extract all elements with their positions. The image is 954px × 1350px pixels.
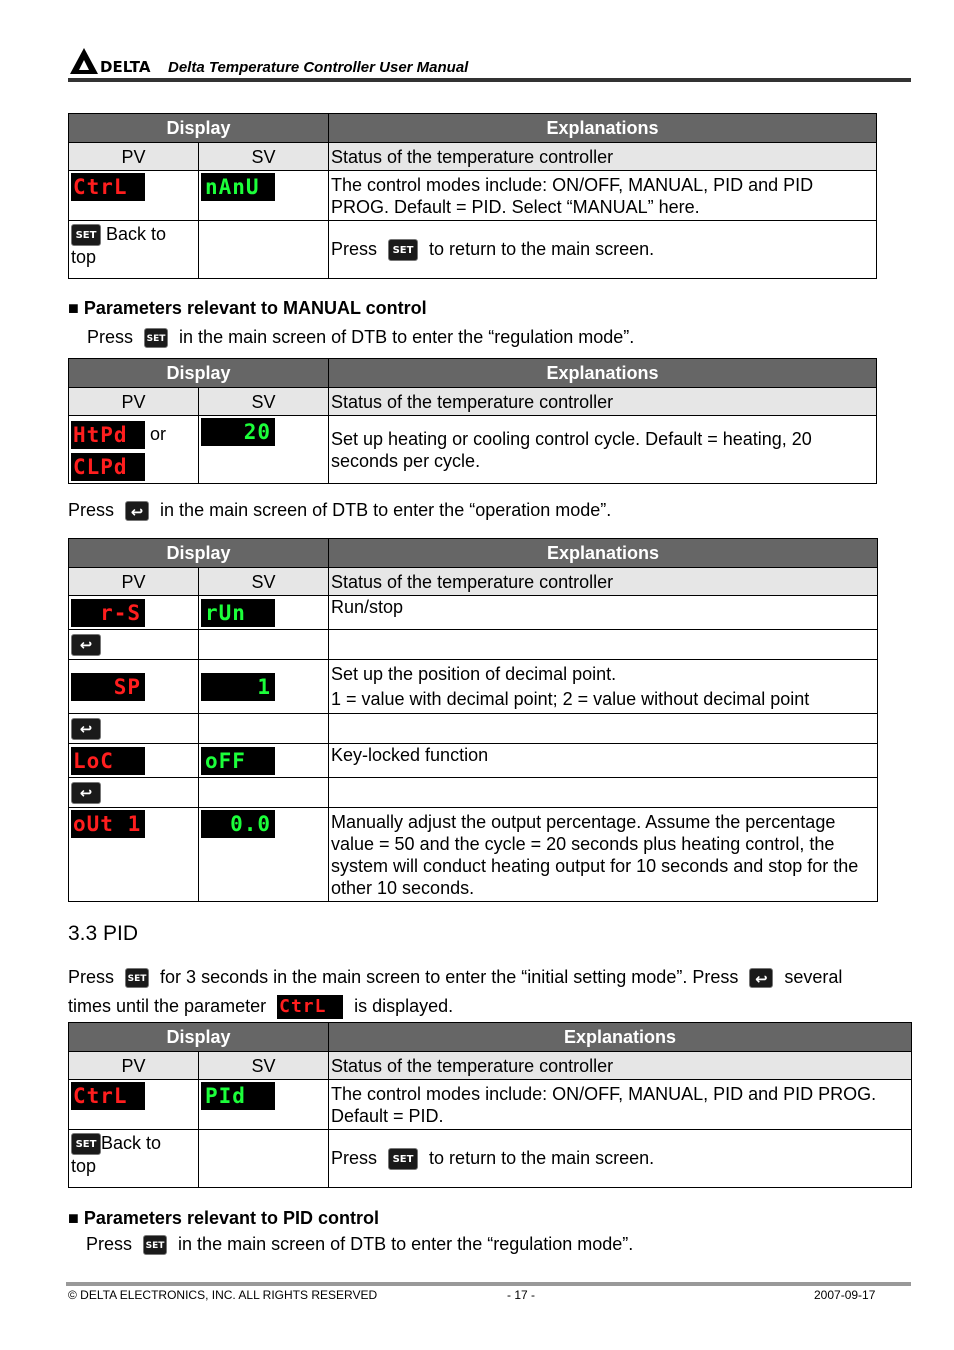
or-label: or <box>150 424 167 444</box>
header-rule <box>68 78 911 82</box>
set-key-icon: SET <box>143 1235 167 1255</box>
status-label: Status of the temperature controller <box>329 568 878 596</box>
set-key-icon: SET <box>388 1148 418 1170</box>
operation-mode-text: Press ↩ in the main screen of DTB to enter the “operation mode”. <box>68 500 612 522</box>
col-explanations: Explanations <box>329 1023 912 1052</box>
return-key-icon: ↩ <box>71 782 101 804</box>
delta-logo <box>68 46 168 76</box>
pv-display: SP <box>71 673 145 701</box>
operation-table <box>68 538 878 902</box>
col-explanations: Explanations <box>329 114 877 143</box>
sv-display: nAnU <box>201 173 275 201</box>
set-key-icon: SET <box>71 1133 101 1155</box>
return-key-icon: ↩ <box>71 634 101 656</box>
col-pv: PV <box>69 388 199 416</box>
page-header <box>68 44 911 84</box>
brand-text: DELTA <box>100 58 151 76</box>
pv-display: HtPd <box>71 421 145 449</box>
press-label: Press <box>331 1147 378 1168</box>
col-sv: SV <box>199 388 329 416</box>
sv-display: 20 <box>201 418 275 446</box>
col-pv: PV <box>69 1052 199 1080</box>
return-key-icon: ↩ <box>71 718 101 740</box>
return-key-icon: ↩ <box>749 968 773 988</box>
sv-display: oFF <box>201 747 275 775</box>
return-key-icon: ↩ <box>125 501 149 521</box>
col-pv: PV <box>69 568 199 596</box>
set-key-icon: SET <box>144 328 168 348</box>
col-sv: SV <box>199 1052 329 1080</box>
footer-copyright: © DELTA ELECTRONICS, INC. ALL RIGHTS RESERVED <box>68 1288 378 1302</box>
pv-display: oUt 1 <box>71 810 145 838</box>
explanation: Run/stop <box>329 596 878 630</box>
col-display: Display <box>69 539 329 568</box>
set-key-icon: SET <box>388 239 418 261</box>
pv-display: r-S <box>71 599 145 627</box>
col-display: Display <box>69 359 329 388</box>
col-display: Display <box>69 114 329 143</box>
explanation: Manually adjust the output percentage. Assume the percentage value = 50 and the cycle = 20 seconds plus heating control, the system will conduct heating output for 10 seconds and stop for the other 10 seconds. <box>329 808 878 902</box>
manual-param-table <box>68 358 877 484</box>
status-label: Status of the temperature controller <box>329 143 877 171</box>
col-explanations: Explanations <box>329 539 878 568</box>
explanation: The control modes include: ON/OFF, MANUAL, PID and PID PROG. Default = PID. Select “MANUAL” here. <box>329 171 877 221</box>
sv-display: 0.0 <box>201 810 275 838</box>
set-key-icon: SET <box>125 968 149 988</box>
manual-intro: Press SET in the main screen of DTB to enter the “regulation mode”. <box>87 327 635 347</box>
explanation: 1 = value with decimal point; 2 = value without decimal point <box>331 688 810 709</box>
explanation: The control modes include: ON/OFF, MANUAL, PID and PID PROG. Default = PID. <box>329 1080 912 1130</box>
pid-heading: 3.3 PID <box>68 922 139 945</box>
col-pv: PV <box>69 143 199 171</box>
col-display: Display <box>69 1023 329 1052</box>
sv-display: rUn <box>201 599 275 627</box>
back-to-label: Back to <box>106 224 167 244</box>
footer-page-number: - 17 - <box>507 1288 536 1302</box>
top-label: top <box>71 247 97 268</box>
pid-intro: Press SET for 3 seconds in the main screen to enter the “initial setting mode”. Press ↩ several times until the parameter CtrL is displayed. <box>68 967 843 1018</box>
explanation: Set up the position of decimal point. <box>331 663 617 684</box>
return-text: to return to the main screen. <box>429 238 655 259</box>
return-text: to return to the main screen. <box>429 1147 655 1168</box>
sv-display: 1 <box>201 673 275 701</box>
back-to-label: Back to <box>101 1133 162 1153</box>
press-label: Press <box>331 238 378 259</box>
ctrl-table-pid <box>68 1022 912 1188</box>
pv-display: LoC <box>71 747 145 775</box>
col-sv: SV <box>199 568 329 596</box>
explanation: Set up heating or cooling control cycle. Default = heating, 20 seconds per cycle. <box>329 416 877 484</box>
pv-display: CtrL <box>71 1082 145 1110</box>
top-label: top <box>71 1156 97 1177</box>
footer-rule <box>66 1282 911 1286</box>
sv-display: PId <box>201 1082 275 1110</box>
pid-sub-heading: ■ Parameters relevant to PID control <box>68 1208 379 1228</box>
ctrl-table-manual <box>68 113 877 279</box>
ctrl-param-display: CtrL <box>277 995 343 1019</box>
col-explanations: Explanations <box>329 359 877 388</box>
status-label: Status of the temperature controller <box>329 1052 912 1080</box>
explanation: Key-locked function <box>329 744 878 778</box>
pv-display: CLPd <box>71 453 145 481</box>
manual-heading: ■ Parameters relevant to MANUAL control <box>68 298 427 318</box>
pv-display: CtrL <box>71 173 145 201</box>
pid-sub-intro: Press SET in the main screen of DTB to enter the “regulation mode”. <box>86 1234 634 1254</box>
status-label: Status of the temperature controller <box>329 388 877 416</box>
header-title: Delta Temperature Controller User Manual <box>168 59 469 76</box>
col-sv: SV <box>199 143 329 171</box>
set-key-icon: SET <box>71 224 101 246</box>
footer-date: 2007-09-17 <box>814 1288 876 1302</box>
